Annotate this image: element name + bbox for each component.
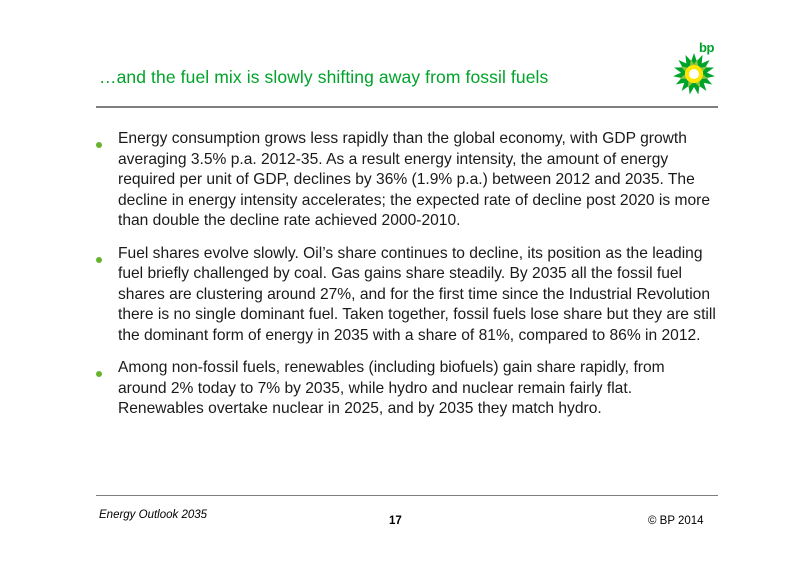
bullet-text: Fuel shares evolve slowly. Oil’s share continues to decline, its position as the leading fuel briefly challenged by coal. Gas gains share steadily. By 2035 all the fossil fuel shares are clustering around 27%, and for the first time since the Industrial Revolution there is no single dominant fuel. Taken together, fossil fuels lose share but they are still the dominant form of energy in 2035 with a share of 81%, compared to 86% in 2012. bbox=[118, 244, 716, 344]
bullet-text: Energy consumption grows less rapidly than the global economy, with GDP growth averaging 3.5% p.a. 2012-35. As a result energy intensity, the amount of energy required per unit of GDP, declines by 36% (1.9% p.a.) between 2012 and 2035. The decline in energy intensity accelerates; the expected rate of decline post 2020 is more than double the decline rate achieved 2000-2010. bbox=[118, 130, 711, 229]
title-divider bbox=[96, 106, 718, 108]
bullet-item bbox=[96, 129, 716, 232]
bullet-dot-icon bbox=[96, 142, 102, 148]
bullet-dot-icon bbox=[96, 371, 102, 377]
page-number: 17 bbox=[389, 515, 402, 527]
bp-helios-logo-icon bbox=[668, 40, 720, 96]
slide-title: …and the fuel mix is slowly shifting away from fossil fuels bbox=[99, 67, 549, 87]
bp-logo-text: bp bbox=[699, 40, 714, 55]
bullet-text: Among non-fossil fuels, renewables (including biofuels) gain share rapidly, from around 2% today to 7% by 2035, while hydro and nuclear remain fairly flat. Renewables overtake nuclear in 2025, and by 2035 they match hydro. bbox=[118, 359, 665, 417]
footer-copyright: © BP 2014 bbox=[648, 515, 704, 527]
bullet-dot-icon bbox=[96, 257, 102, 263]
bullet-list bbox=[96, 129, 716, 432]
bullet-item bbox=[96, 244, 716, 347]
footer-publication-title: Energy Outlook 2035 bbox=[99, 509, 208, 521]
bullet-item bbox=[96, 358, 716, 420]
footer-divider bbox=[96, 495, 718, 496]
